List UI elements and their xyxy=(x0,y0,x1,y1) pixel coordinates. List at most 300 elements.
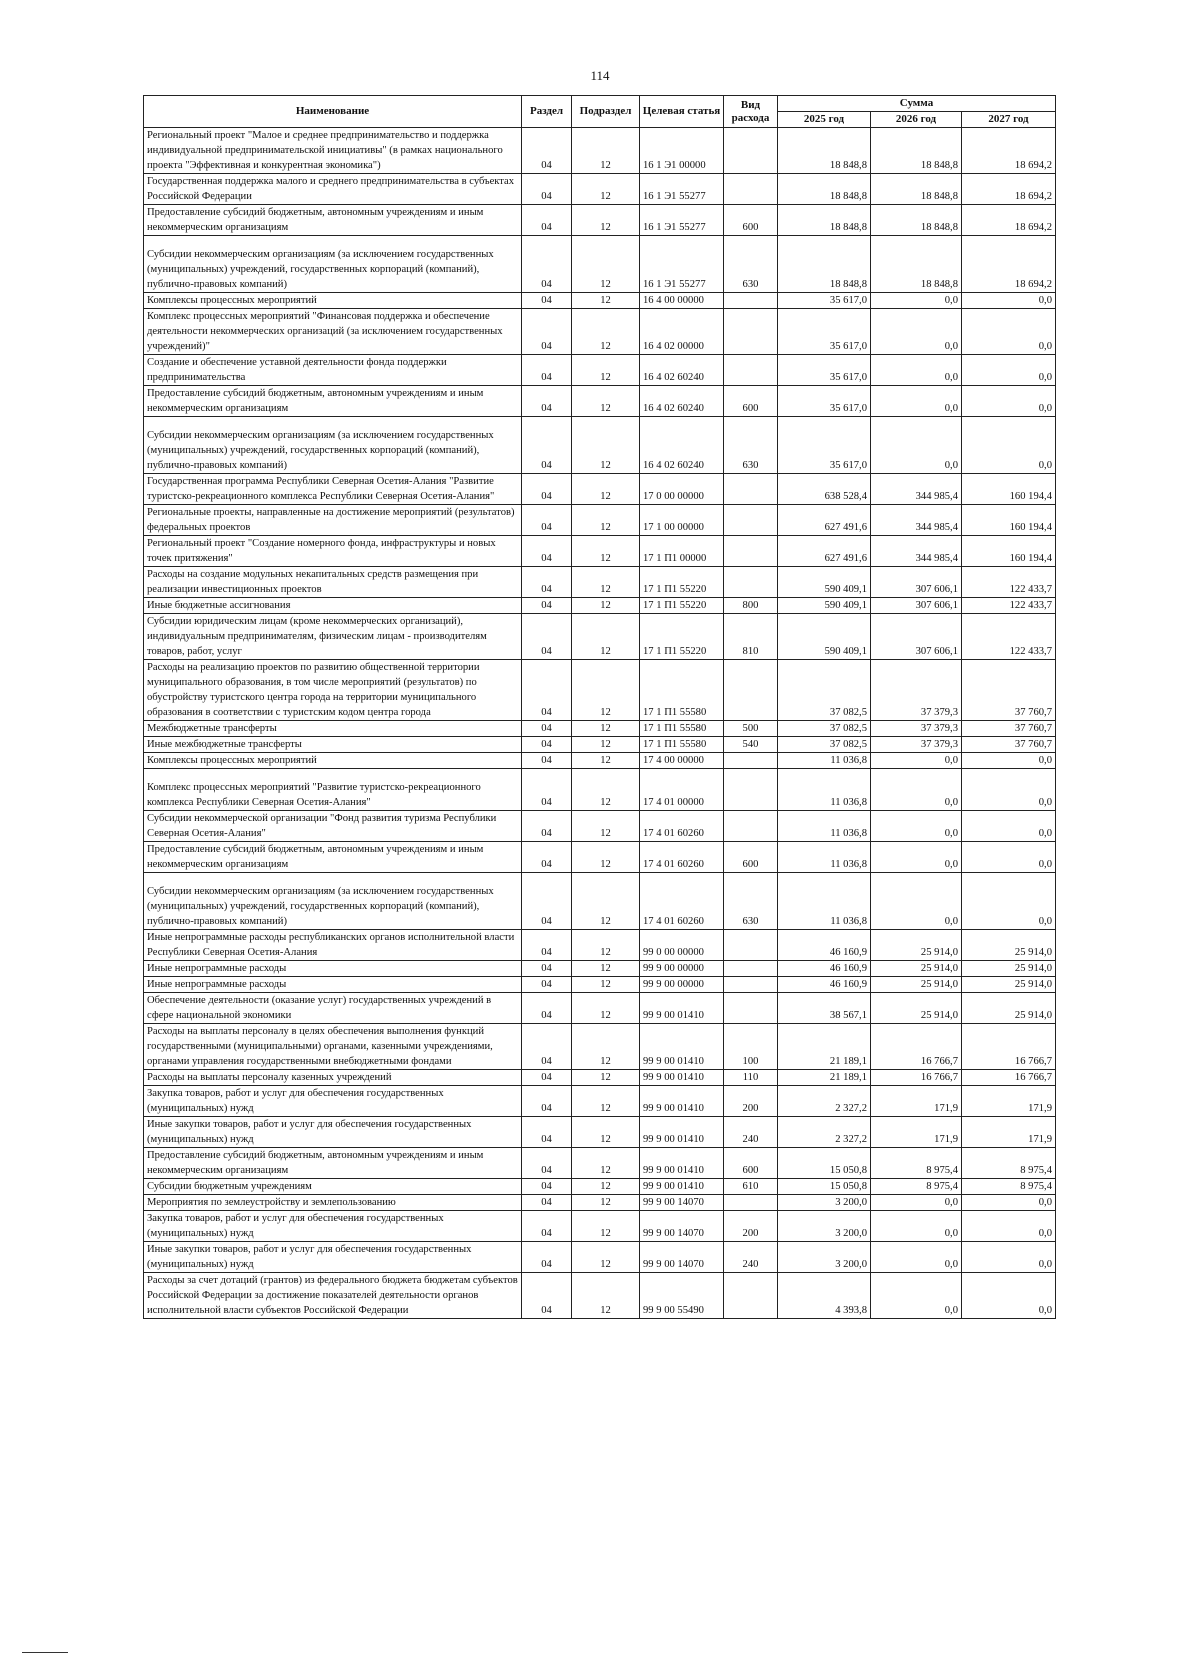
row-expense-type: 200 xyxy=(724,1086,778,1117)
row-target-article: 99 9 00 01410 xyxy=(640,1148,724,1179)
row-sum-2027: 160 194,4 xyxy=(962,474,1056,505)
table-row xyxy=(144,993,1056,1024)
row-subsection: 12 xyxy=(572,355,640,386)
row-sum-2026: 18 848,8 xyxy=(871,128,962,174)
row-section: 04 xyxy=(522,567,572,598)
row-section: 04 xyxy=(522,386,572,417)
row-target-article: 99 9 00 01410 xyxy=(640,1024,724,1070)
row-subsection: 12 xyxy=(572,1195,640,1211)
row-name: Субсидии некоммерческой организации "Фонд развития туризма Республики Северная Осетия-Алания" xyxy=(144,811,522,842)
row-sum-2025: 11 036,8 xyxy=(778,811,871,842)
table-row xyxy=(144,128,1056,174)
row-sum-2025: 18 848,8 xyxy=(778,236,871,293)
table-row xyxy=(144,293,1056,309)
header-year-2026: 2026 год xyxy=(871,112,962,128)
table-row xyxy=(144,737,1056,753)
table-row xyxy=(144,873,1056,930)
row-subsection: 12 xyxy=(572,1242,640,1273)
row-sum-2025: 46 160,9 xyxy=(778,930,871,961)
row-sum-2026: 344 985,4 xyxy=(871,474,962,505)
row-section: 04 xyxy=(522,1273,572,1319)
table-row xyxy=(144,1086,1056,1117)
row-sum-2027: 0,0 xyxy=(962,386,1056,417)
row-subsection: 12 xyxy=(572,769,640,811)
row-expense-type: 100 xyxy=(724,1024,778,1070)
row-sum-2027: 25 914,0 xyxy=(962,993,1056,1024)
row-target-article: 99 9 00 01410 xyxy=(640,1070,724,1086)
row-name: Расходы на выплаты персоналу в целях обеспечения выполнения функций государственными (муниципальными) органами, казенными учреждениями, органами управления государственными внебюджетными фондами xyxy=(144,1024,522,1070)
table-row xyxy=(144,1148,1056,1179)
row-expense-type xyxy=(724,293,778,309)
row-sum-2026: 0,0 xyxy=(871,355,962,386)
row-expense-type: 540 xyxy=(724,737,778,753)
table-row xyxy=(144,1242,1056,1273)
row-target-article: 99 9 00 00000 xyxy=(640,961,724,977)
row-sum-2026: 171,9 xyxy=(871,1117,962,1148)
row-subsection: 12 xyxy=(572,930,640,961)
row-sum-2027: 0,0 xyxy=(962,1242,1056,1273)
row-section: 04 xyxy=(522,1148,572,1179)
row-expense-type xyxy=(724,1273,778,1319)
row-target-article: 16 1 Э1 55277 xyxy=(640,205,724,236)
table-row xyxy=(144,309,1056,355)
row-target-article: 17 0 00 00000 xyxy=(640,474,724,505)
row-target-article: 99 9 00 01410 xyxy=(640,1086,724,1117)
row-target-article: 99 9 00 14070 xyxy=(640,1211,724,1242)
row-name: Региональные проекты, направленные на достижение мероприятий (результатов) федеральных проектов xyxy=(144,505,522,536)
row-name: Государственная программа Республики Северная Осетия-Алания "Развитие туристско-рекреационного комплекса Республики Северная Осетия-Алания" xyxy=(144,474,522,505)
row-sum-2025: 3 200,0 xyxy=(778,1242,871,1273)
row-section: 04 xyxy=(522,505,572,536)
table-row xyxy=(144,930,1056,961)
row-sum-2027: 0,0 xyxy=(962,769,1056,811)
table-row xyxy=(144,536,1056,567)
row-expense-type xyxy=(724,811,778,842)
row-sum-2025: 46 160,9 xyxy=(778,961,871,977)
row-expense-type: 630 xyxy=(724,236,778,293)
row-name: Предоставление субсидий бюджетным, автономным учреждениям и иным некоммерческим организациям xyxy=(144,205,522,236)
row-section: 04 xyxy=(522,205,572,236)
row-subsection: 12 xyxy=(572,293,640,309)
row-section: 04 xyxy=(522,930,572,961)
table-body xyxy=(144,128,1056,1319)
row-sum-2025: 11 036,8 xyxy=(778,769,871,811)
row-target-article: 99 9 00 01410 xyxy=(640,993,724,1024)
row-subsection: 12 xyxy=(572,961,640,977)
row-section: 04 xyxy=(522,417,572,474)
row-sum-2026: 18 848,8 xyxy=(871,236,962,293)
row-subsection: 12 xyxy=(572,174,640,205)
row-sum-2025: 627 491,6 xyxy=(778,505,871,536)
row-section: 04 xyxy=(522,1117,572,1148)
row-sum-2025: 2 327,2 xyxy=(778,1117,871,1148)
row-sum-2025: 35 617,0 xyxy=(778,355,871,386)
table-row xyxy=(144,236,1056,293)
row-subsection: 12 xyxy=(572,505,640,536)
row-section: 04 xyxy=(522,873,572,930)
row-section: 04 xyxy=(522,355,572,386)
row-section: 04 xyxy=(522,1070,572,1086)
row-section: 04 xyxy=(522,721,572,737)
row-name: Региональный проект "Создание номерного фонда, инфраструктуры и новых точек притяжения" xyxy=(144,536,522,567)
row-name: Комплекс процессных мероприятий "Финансовая поддержка и обеспечение деятельности некоммерческих организаций (за исключением государственных учреждений)" xyxy=(144,309,522,355)
row-name: Расходы на создание модульных некапитальных средств размещения при реализации инвестиционных проектов xyxy=(144,567,522,598)
row-section: 04 xyxy=(522,753,572,769)
row-subsection: 12 xyxy=(572,1273,640,1319)
row-name: Закупка товаров, работ и услуг для обеспечения государственных (муниципальных) нужд xyxy=(144,1086,522,1117)
row-target-article: 16 4 02 60240 xyxy=(640,386,724,417)
row-name: Региональный проект "Малое и среднее предпринимательство и поддержка индивидуальной предпринимательской инициативы" (в рамках национального проекта "Эффективная и конкурентная экономика") xyxy=(144,128,522,174)
row-name: Иные бюджетные ассигнования xyxy=(144,598,522,614)
row-sum-2026: 0,0 xyxy=(871,769,962,811)
row-name: Субсидии некоммерческим организациям (за исключением государственных (муниципальных) учреждений, государственных корпораций (компаний), публично-правовых компаний) xyxy=(144,417,522,474)
row-name: Субсидии бюджетным учреждениям xyxy=(144,1179,522,1195)
row-section: 04 xyxy=(522,293,572,309)
row-sum-2025: 590 409,1 xyxy=(778,567,871,598)
row-target-article: 17 4 00 00000 xyxy=(640,753,724,769)
row-expense-type: 600 xyxy=(724,205,778,236)
row-target-article: 17 4 01 00000 xyxy=(640,769,724,811)
row-section: 04 xyxy=(522,309,572,355)
row-sum-2027: 37 760,7 xyxy=(962,660,1056,721)
row-name: Иные непрограммные расходы xyxy=(144,961,522,977)
row-name: Создание и обеспечение уставной деятельности фонда поддержки предпринимательства xyxy=(144,355,522,386)
row-target-article: 99 9 00 14070 xyxy=(640,1242,724,1273)
row-sum-2027: 171,9 xyxy=(962,1117,1056,1148)
header-sum: Сумма xyxy=(778,96,1056,112)
row-sum-2026: 307 606,1 xyxy=(871,567,962,598)
row-name: Предоставление субсидий бюджетным, автономным учреждениям и иным некоммерческим организациям xyxy=(144,1148,522,1179)
table-row xyxy=(144,721,1056,737)
row-sum-2027: 0,0 xyxy=(962,1273,1056,1319)
row-target-article: 17 1 П1 55580 xyxy=(640,737,724,753)
row-sum-2027: 8 975,4 xyxy=(962,1148,1056,1179)
row-target-article: 17 1 П1 55220 xyxy=(640,598,724,614)
row-expense-type: 800 xyxy=(724,598,778,614)
row-sum-2026: 0,0 xyxy=(871,873,962,930)
row-sum-2027: 18 694,2 xyxy=(962,205,1056,236)
row-expense-type: 500 xyxy=(724,721,778,737)
row-sum-2025: 35 617,0 xyxy=(778,293,871,309)
table-row xyxy=(144,769,1056,811)
row-sum-2026: 25 914,0 xyxy=(871,930,962,961)
row-subsection: 12 xyxy=(572,660,640,721)
table-row xyxy=(144,811,1056,842)
row-sum-2027: 122 433,7 xyxy=(962,614,1056,660)
footer-mark xyxy=(22,1652,68,1653)
row-sum-2027: 0,0 xyxy=(962,1195,1056,1211)
row-sum-2025: 3 200,0 xyxy=(778,1211,871,1242)
row-target-article: 16 4 02 00000 xyxy=(640,309,724,355)
table-row xyxy=(144,977,1056,993)
row-sum-2027: 18 694,2 xyxy=(962,236,1056,293)
row-name: Иные закупки товаров, работ и услуг для обеспечения государственных (муниципальных) нужд xyxy=(144,1242,522,1273)
row-sum-2026: 25 914,0 xyxy=(871,961,962,977)
row-sum-2025: 21 189,1 xyxy=(778,1070,871,1086)
row-sum-2026: 18 848,8 xyxy=(871,205,962,236)
row-subsection: 12 xyxy=(572,737,640,753)
row-sum-2026: 0,0 xyxy=(871,753,962,769)
row-subsection: 12 xyxy=(572,614,640,660)
row-section: 04 xyxy=(522,614,572,660)
row-sum-2027: 160 194,4 xyxy=(962,536,1056,567)
table-row xyxy=(144,1179,1056,1195)
row-sum-2025: 46 160,9 xyxy=(778,977,871,993)
row-sum-2027: 0,0 xyxy=(962,1211,1056,1242)
row-sum-2027: 18 694,2 xyxy=(962,128,1056,174)
row-target-article: 17 4 01 60260 xyxy=(640,842,724,873)
row-target-article: 17 4 01 60260 xyxy=(640,873,724,930)
row-name: Субсидии некоммерческим организациям (за исключением государственных (муниципальных) учреждений, государственных корпораций (компаний), публично-правовых компаний) xyxy=(144,873,522,930)
row-section: 04 xyxy=(522,993,572,1024)
row-sum-2026: 344 985,4 xyxy=(871,536,962,567)
row-subsection: 12 xyxy=(572,309,640,355)
row-expense-type: 810 xyxy=(724,614,778,660)
table-row xyxy=(144,1024,1056,1070)
row-subsection: 12 xyxy=(572,236,640,293)
row-sum-2026: 0,0 xyxy=(871,1273,962,1319)
header-subsection: Подраздел xyxy=(572,96,640,128)
row-expense-type: 240 xyxy=(724,1242,778,1273)
row-target-article: 16 1 Э1 00000 xyxy=(640,128,724,174)
row-name: Иные непрограммные расходы xyxy=(144,977,522,993)
row-sum-2027: 25 914,0 xyxy=(962,961,1056,977)
row-target-article: 17 1 00 00000 xyxy=(640,505,724,536)
row-expense-type: 110 xyxy=(724,1070,778,1086)
row-target-article: 17 1 П1 55580 xyxy=(640,660,724,721)
row-section: 04 xyxy=(522,1242,572,1273)
row-target-article: 16 4 00 00000 xyxy=(640,293,724,309)
row-subsection: 12 xyxy=(572,567,640,598)
row-sum-2025: 638 528,4 xyxy=(778,474,871,505)
row-name: Комплексы процессных мероприятий xyxy=(144,293,522,309)
header-year-2025: 2025 год xyxy=(778,112,871,128)
header-name: Наименование xyxy=(144,96,522,128)
row-target-article: 16 4 02 60240 xyxy=(640,417,724,474)
row-sum-2025: 37 082,5 xyxy=(778,721,871,737)
row-sum-2025: 11 036,8 xyxy=(778,873,871,930)
row-sum-2026: 0,0 xyxy=(871,811,962,842)
row-subsection: 12 xyxy=(572,417,640,474)
row-sum-2025: 18 848,8 xyxy=(778,205,871,236)
row-subsection: 12 xyxy=(572,993,640,1024)
row-sum-2025: 627 491,6 xyxy=(778,536,871,567)
row-sum-2027: 18 694,2 xyxy=(962,174,1056,205)
row-sum-2025: 35 617,0 xyxy=(778,386,871,417)
row-sum-2027: 0,0 xyxy=(962,873,1056,930)
row-name: Обеспечение деятельности (оказание услуг) государственных учреждений в сфере национальной экономики xyxy=(144,993,522,1024)
row-expense-type: 200 xyxy=(724,1211,778,1242)
row-sum-2026: 0,0 xyxy=(871,386,962,417)
row-target-article: 99 9 00 01410 xyxy=(640,1117,724,1148)
row-sum-2026: 0,0 xyxy=(871,1242,962,1273)
table-row xyxy=(144,614,1056,660)
row-subsection: 12 xyxy=(572,811,640,842)
row-sum-2026: 0,0 xyxy=(871,1211,962,1242)
row-expense-type: 600 xyxy=(724,386,778,417)
table-row xyxy=(144,1070,1056,1086)
row-expense-type xyxy=(724,769,778,811)
row-sum-2027: 37 760,7 xyxy=(962,737,1056,753)
row-sum-2027: 0,0 xyxy=(962,811,1056,842)
row-name: Комплекс процессных мероприятий "Развитие туристско-рекреационного комплекса Республики Северная Осетия-Алания" xyxy=(144,769,522,811)
row-sum-2025: 35 617,0 xyxy=(778,309,871,355)
row-section: 04 xyxy=(522,1179,572,1195)
row-section: 04 xyxy=(522,961,572,977)
row-sum-2026: 0,0 xyxy=(871,309,962,355)
row-name: Расходы на реализацию проектов по развитию общественной территории муниципального образования, в том числе мероприятий (результатов) по обустройству туристского центра города на территории муниципального образования в соответствии с туристским кодом центра города xyxy=(144,660,522,721)
row-subsection: 12 xyxy=(572,1070,640,1086)
row-subsection: 12 xyxy=(572,598,640,614)
row-expense-type xyxy=(724,567,778,598)
row-expense-type: 240 xyxy=(724,1117,778,1148)
table-row xyxy=(144,474,1056,505)
header-article: Целевая статья xyxy=(640,96,724,128)
row-name: Государственная поддержка малого и среднего предпринимательства в субъектах Российской Федерации xyxy=(144,174,522,205)
row-section: 04 xyxy=(522,769,572,811)
row-expense-type: 600 xyxy=(724,842,778,873)
table-row xyxy=(144,753,1056,769)
row-name: Субсидии юридическим лицам (кроме некоммерческих организаций), индивидуальным предпринимателям, физическим лицам - производителям товаров, работ, услуг xyxy=(144,614,522,660)
row-subsection: 12 xyxy=(572,536,640,567)
row-expense-type xyxy=(724,128,778,174)
row-sum-2026: 37 379,3 xyxy=(871,721,962,737)
row-sum-2025: 18 848,8 xyxy=(778,128,871,174)
header-type: Вид расхода xyxy=(724,96,778,128)
row-subsection: 12 xyxy=(572,1117,640,1148)
row-sum-2026: 37 379,3 xyxy=(871,660,962,721)
row-subsection: 12 xyxy=(572,1086,640,1117)
table-row xyxy=(144,386,1056,417)
row-sum-2027: 171,9 xyxy=(962,1086,1056,1117)
row-sum-2025: 15 050,8 xyxy=(778,1179,871,1195)
table-row xyxy=(144,842,1056,873)
row-section: 04 xyxy=(522,1211,572,1242)
row-expense-type xyxy=(724,977,778,993)
row-target-article: 99 9 00 55490 xyxy=(640,1273,724,1319)
row-sum-2025: 38 567,1 xyxy=(778,993,871,1024)
row-expense-type xyxy=(724,505,778,536)
row-subsection: 12 xyxy=(572,842,640,873)
row-sum-2025: 37 082,5 xyxy=(778,660,871,721)
row-section: 04 xyxy=(522,977,572,993)
table-row xyxy=(144,1117,1056,1148)
row-subsection: 12 xyxy=(572,977,640,993)
row-section: 04 xyxy=(522,1024,572,1070)
table-row xyxy=(144,505,1056,536)
row-subsection: 12 xyxy=(572,753,640,769)
table-row xyxy=(144,1195,1056,1211)
row-sum-2026: 307 606,1 xyxy=(871,614,962,660)
row-name: Межбюджетные трансферты xyxy=(144,721,522,737)
row-subsection: 12 xyxy=(572,873,640,930)
row-expense-type xyxy=(724,309,778,355)
table-header-row xyxy=(144,96,1056,112)
row-name: Иные закупки товаров, работ и услуг для обеспечения государственных (муниципальных) нужд xyxy=(144,1117,522,1148)
table-row xyxy=(144,417,1056,474)
row-target-article: 17 1 П1 55580 xyxy=(640,721,724,737)
row-expense-type xyxy=(724,961,778,977)
table-row xyxy=(144,174,1056,205)
row-sum-2027: 16 766,7 xyxy=(962,1024,1056,1070)
row-name: Иные непрограммные расходы республиканских органов исполнительной власти Республики Северная Осетия-Алания xyxy=(144,930,522,961)
row-sum-2027: 0,0 xyxy=(962,355,1056,386)
row-section: 04 xyxy=(522,1086,572,1117)
row-subsection: 12 xyxy=(572,721,640,737)
row-expense-type: 630 xyxy=(724,873,778,930)
row-target-article: 17 4 01 60260 xyxy=(640,811,724,842)
row-sum-2025: 590 409,1 xyxy=(778,598,871,614)
row-expense-type xyxy=(724,536,778,567)
row-target-article: 16 1 Э1 55277 xyxy=(640,236,724,293)
row-expense-type: 630 xyxy=(724,417,778,474)
row-target-article: 17 1 П1 55220 xyxy=(640,567,724,598)
row-sum-2025: 18 848,8 xyxy=(778,174,871,205)
row-section: 04 xyxy=(522,842,572,873)
row-subsection: 12 xyxy=(572,1024,640,1070)
row-subsection: 12 xyxy=(572,1179,640,1195)
row-sum-2025: 2 327,2 xyxy=(778,1086,871,1117)
row-target-article: 16 1 Э1 55277 xyxy=(640,174,724,205)
row-name: Расходы на выплаты персоналу казенных учреждений xyxy=(144,1070,522,1086)
row-sum-2026: 307 606,1 xyxy=(871,598,962,614)
row-sum-2027: 160 194,4 xyxy=(962,505,1056,536)
row-section: 04 xyxy=(522,811,572,842)
budget-table xyxy=(143,95,1056,1319)
table-row xyxy=(144,660,1056,721)
row-sum-2026: 16 766,7 xyxy=(871,1024,962,1070)
row-name: Предоставление субсидий бюджетным, автономным учреждениям и иным некоммерческим организациям xyxy=(144,842,522,873)
row-sum-2027: 8 975,4 xyxy=(962,1179,1056,1195)
row-section: 04 xyxy=(522,474,572,505)
row-sum-2026: 0,0 xyxy=(871,842,962,873)
table-row xyxy=(144,567,1056,598)
row-sum-2025: 15 050,8 xyxy=(778,1148,871,1179)
row-sum-2025: 11 036,8 xyxy=(778,753,871,769)
row-name: Предоставление субсидий бюджетным, автономным учреждениям и иным некоммерческим организациям xyxy=(144,386,522,417)
row-sum-2026: 16 766,7 xyxy=(871,1070,962,1086)
header-year-2027: 2027 год xyxy=(962,112,1056,128)
row-expense-type xyxy=(724,753,778,769)
row-name: Иные межбюджетные трансферты xyxy=(144,737,522,753)
table-row xyxy=(144,205,1056,236)
row-subsection: 12 xyxy=(572,128,640,174)
row-sum-2025: 37 082,5 xyxy=(778,737,871,753)
row-sum-2026: 8 975,4 xyxy=(871,1179,962,1195)
row-sum-2027: 0,0 xyxy=(962,309,1056,355)
row-sum-2026: 0,0 xyxy=(871,417,962,474)
row-target-article: 99 9 00 00000 xyxy=(640,977,724,993)
row-sum-2027: 16 766,7 xyxy=(962,1070,1056,1086)
row-sum-2027: 0,0 xyxy=(962,842,1056,873)
row-sum-2026: 37 379,3 xyxy=(871,737,962,753)
row-section: 04 xyxy=(522,536,572,567)
row-sum-2027: 25 914,0 xyxy=(962,977,1056,993)
row-sum-2027: 0,0 xyxy=(962,293,1056,309)
row-sum-2026: 25 914,0 xyxy=(871,993,962,1024)
row-section: 04 xyxy=(522,128,572,174)
row-name: Расходы за счет дотаций (грантов) из федерального бюджета бюджетам субъектов Российской Федерации за достижение показателей деятельности органов исполнительной власти субъектов Российской Федерации xyxy=(144,1273,522,1319)
row-sum-2026: 171,9 xyxy=(871,1086,962,1117)
row-sum-2025: 21 189,1 xyxy=(778,1024,871,1070)
row-name: Мероприятия по землеустройству и землепользованию xyxy=(144,1195,522,1211)
table-row xyxy=(144,598,1056,614)
row-expense-type xyxy=(724,660,778,721)
row-target-article: 99 9 00 01410 xyxy=(640,1179,724,1195)
row-expense-type: 610 xyxy=(724,1179,778,1195)
row-expense-type xyxy=(724,1195,778,1211)
table-row xyxy=(144,355,1056,386)
